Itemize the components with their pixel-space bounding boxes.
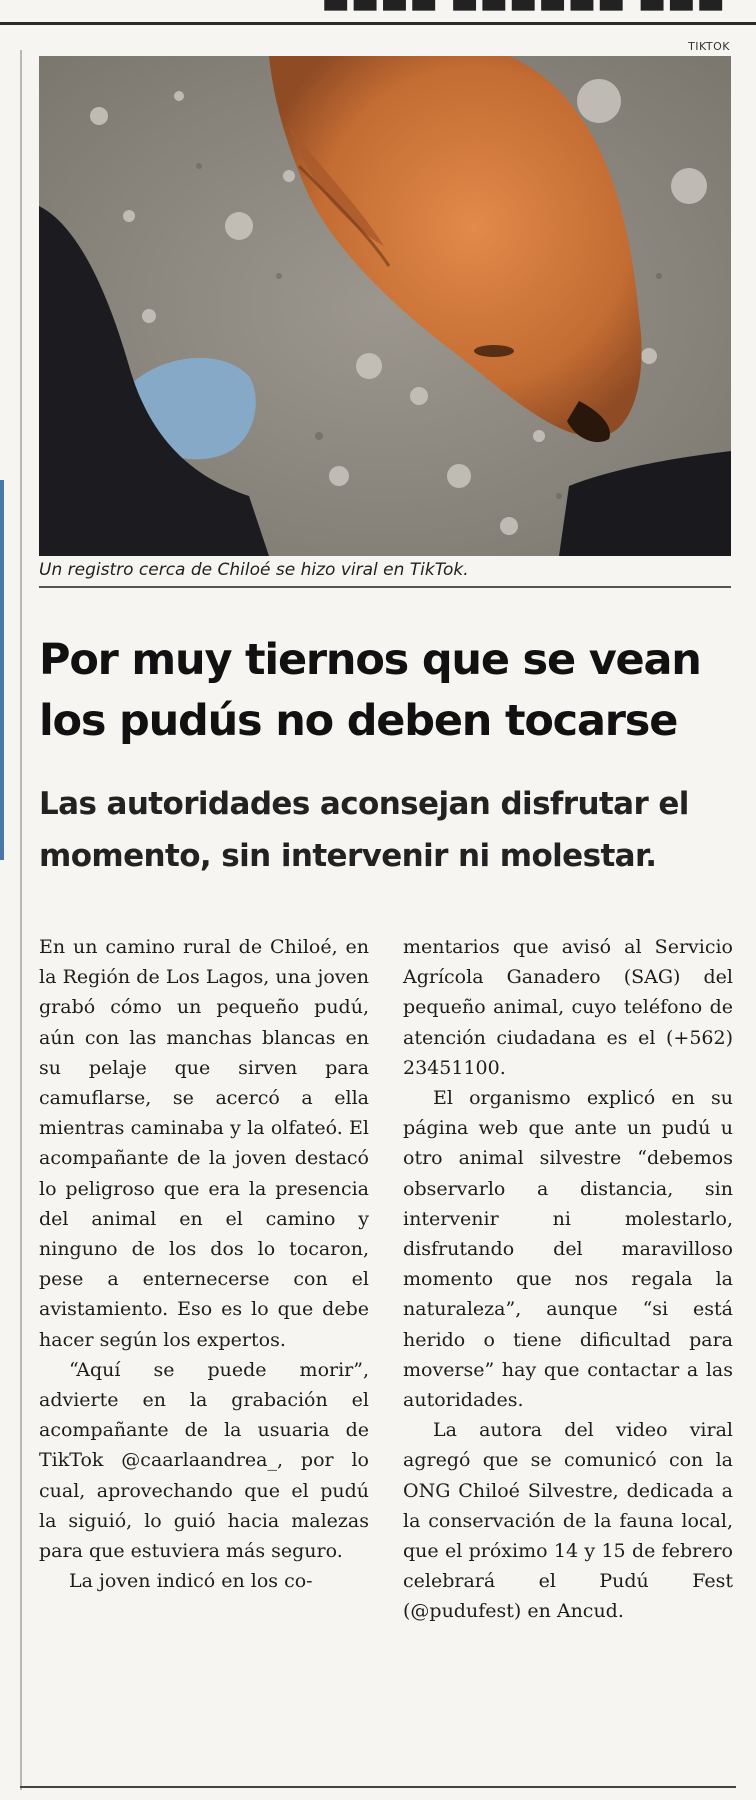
pudu-photo <box>39 56 731 556</box>
cropped-header-text: ▬▬▬▬ ▬▬▬▬▬▬ ▬▬▬ <box>321 0 726 21</box>
bottom-rule <box>20 1786 736 1788</box>
paragraph: La joven indicó en los co- <box>69 1570 313 1593</box>
photo-caption: Un registro cerca de Chiloé se hizo viral en TikTok. <box>39 560 731 588</box>
article-subhead: Las autoridades aconsejan disfrutar el momento, sin intervenir ni molestar. <box>39 786 689 874</box>
accent-rule <box>0 480 4 860</box>
pudu-photo-illustration <box>39 56 731 556</box>
photo-credit: TIKTOK <box>688 40 730 53</box>
previous-section-strip <box>0 0 756 25</box>
article-column-1 <box>39 932 369 1596</box>
paragraph: En un camino rural de Chiloé, en la Región de Los Lagos, una joven grabó cómo un pequeño pudú, aún con las manchas blancas en su pelaje que sirven para camuflarse, se acercó a ella mientras caminaba y la olfateó. El acompañante de la joven destacó lo peligroso que era la presencia del animal en el camino y ninguno de los dos lo tocaron, pese a enternecerse con el avistamiento. Eso es lo que debe hacer según los expertos. <box>39 936 369 1351</box>
article-column-2 <box>403 932 733 1627</box>
paragraph: El organismo explicó en su página web que ante un pudú u otro animal silvestre “debemos observarlo a distancia, sin intervenir ni molestarlo, disfrutando del maravilloso momento que nos regala la naturaleza”, aunque “si está herido o tiene dificultad para moverse” hay que contactar a las autoridades. <box>403 1087 733 1412</box>
column-divider <box>20 50 22 1790</box>
paragraph: mentarios que avisó al Servicio Agrícola Ganadero (SAG) del pequeño animal, cuyo teléfono de atención ciudadana es el (+562) 23451100. <box>403 936 733 1079</box>
paragraph: “Aquí se puede morir”, advierte en la grabación el acompañante de la usuaria de TikTok @caarlaandrea_, por lo cual, aprovechando que el pudú la siguió, lo guió hacia malezas para que estuviera más seguro. <box>39 1358 369 1563</box>
article-headline: Por muy tiernos que se vean los pudús no deben tocarse <box>39 635 701 746</box>
paragraph: La autora del video viral agregó que se comunicó con la ONG Chiloé Silvestre, dedicada a la conservación de la fauna local, que el próximo 14 y 15 de febrero celebrará el Pudú Fest (@pudufest) en Ancud. <box>403 1419 733 1623</box>
